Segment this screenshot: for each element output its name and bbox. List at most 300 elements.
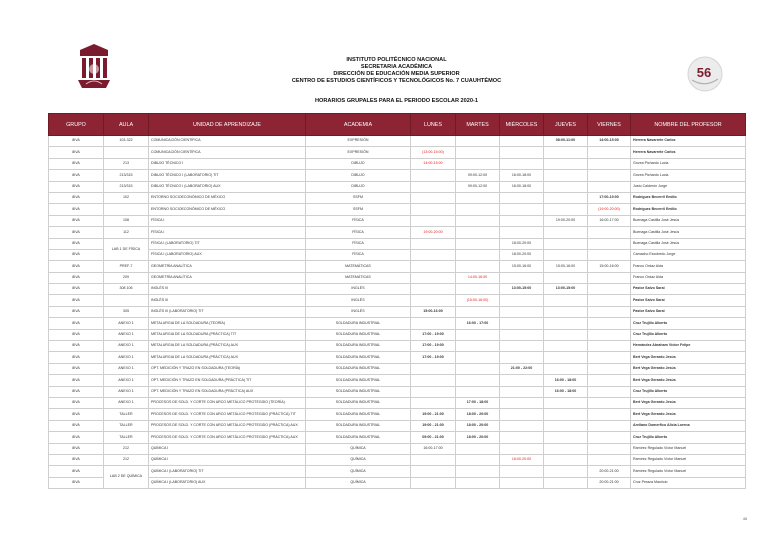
table-row: [49, 420, 746, 431]
miercoles-cell: 18:00-20:00: [500, 249, 544, 260]
miercoles-cell: 18:00-20:00: [500, 454, 544, 465]
jueves-cell: [544, 477, 588, 488]
miercoles-cell: [500, 158, 544, 169]
miercoles-cell: [500, 192, 544, 203]
table-row: [49, 136, 746, 147]
viernes-cell: [588, 227, 631, 238]
martes-cell: 09:00-12:00: [456, 170, 500, 181]
table-row: [49, 284, 746, 295]
miercoles-cell: [500, 341, 544, 352]
grupo-cell: 8IVA: [49, 341, 104, 352]
page-number: 46: [742, 516, 748, 521]
academia-cell: QUÍMICA: [306, 466, 411, 477]
academia-cell: SOLDADURA INDUSTRIAL: [306, 352, 411, 363]
lunes-cell: [411, 397, 456, 408]
table-row: [49, 238, 746, 249]
profesor-cell: Herrera Navarrete Carlos: [631, 136, 746, 147]
lunes-cell: [411, 375, 456, 386]
viernes-cell: [588, 420, 631, 431]
unidad-cell: DIBUJO TÉCNICO I (LABORATORIO) TIT: [149, 170, 306, 181]
grupo-cell: 8IVA: [49, 136, 104, 147]
academia-cell: EXPRESIÓN: [306, 147, 411, 158]
academia-cell: SOLDADURA INDUSTRIAL: [306, 375, 411, 386]
viernes-cell: 17:00-19:00: [588, 192, 631, 203]
aula-cell: TALLER: [104, 432, 149, 443]
jueves-cell: [544, 272, 588, 283]
aula-cell: ANEXO 1: [104, 318, 149, 329]
academia-cell: SOLDADURA INDUSTRIAL: [306, 363, 411, 374]
profesor-cell: Pastor Salvo Sarai: [631, 295, 746, 306]
profesor-cell: Franco Ordaz Aida: [631, 272, 746, 283]
viernes-cell: [588, 272, 631, 283]
periodo-title: HORARIOS GRUPALES PARA EL PERIODO ESCOLAR 2020-1: [315, 98, 478, 104]
table-row: [49, 306, 746, 317]
unidad-cell: QUÍMICA I: [149, 443, 306, 454]
grupo-cell: 8IVA: [49, 181, 104, 192]
lunes-cell: [411, 295, 456, 306]
grupo-cell: 8IVA: [49, 397, 104, 408]
viernes-cell: 16:00-17:00: [588, 215, 631, 226]
grupo-cell: 8IVA: [49, 261, 104, 272]
col-header-academia: ACADEMIA: [306, 114, 411, 136]
table-row: [49, 295, 746, 306]
viernes-cell: [588, 295, 631, 306]
academia-cell: QUÍMICA: [306, 454, 411, 465]
grupo-cell: 8IVA: [49, 227, 104, 238]
jueves-cell: [544, 329, 588, 340]
grupo-cell: 8IVA: [49, 204, 104, 215]
lunes-cell: [411, 249, 456, 260]
profesor-cell: Cruz Trujillo Alberto: [631, 318, 746, 329]
viernes-cell: [588, 181, 631, 192]
lunes-cell: [411, 477, 456, 488]
miercoles-cell: 16:00-18:00: [500, 181, 544, 192]
unidad-cell: METALURGIA DE LA SOLDADURA (PRÁCTICA) TIT: [149, 329, 306, 340]
lunes-cell: 17:00 - 19:00: [411, 352, 456, 363]
miercoles-cell: [500, 272, 544, 283]
miercoles-cell: [500, 147, 544, 158]
col-header-lunes: LUNES: [411, 114, 456, 136]
viernes-cell: [588, 249, 631, 260]
grupo-cell: 8IVA: [49, 443, 104, 454]
academia-cell: DIBUJO: [306, 181, 411, 192]
unidad-cell: QUÍMICA I (LABORATORIO) AUX: [149, 477, 306, 488]
profesor-cell: Hernández Abraham Víctor Felipe: [631, 341, 746, 352]
unidad-cell: INGLÉS III (LABORATORIO) TIT: [149, 306, 306, 317]
lunes-cell: [411, 454, 456, 465]
martes-cell: [456, 227, 500, 238]
profesor-cell: Cruz Trujillo Alberto: [631, 329, 746, 340]
col-header-grupo: GRUPO: [49, 114, 104, 136]
grupo-cell: 8IVA: [49, 375, 104, 386]
viernes-cell: [588, 443, 631, 454]
lunes-cell: [411, 386, 456, 397]
jueves-cell: 13:00-15:00: [544, 284, 588, 295]
unidad-cell: COMUNICACIÓN CIENTÍFICA: [149, 136, 306, 147]
unidad-cell: METALURGIA DE LA SOLDADURA (PRÁCTICA) AUX: [149, 352, 306, 363]
profesor-cell: Rodríguez Becerril Emilio: [631, 192, 746, 203]
lunes-cell: [411, 170, 456, 181]
jueves-cell: [544, 397, 588, 408]
miercoles-cell: [500, 318, 544, 329]
table-row: [49, 341, 746, 352]
grupo-cell: 8IVA: [49, 158, 104, 169]
unidad-cell: OPT. MEDICIÓN Y TRAZO EN SOLDADURA (PRÁCTICA) TIT: [149, 375, 306, 386]
table-row: [49, 204, 746, 215]
martes-cell: [456, 204, 500, 215]
unidad-cell: PROCESOS DE SOLD. Y CORTE CON ARCO METÁLICO PROTEGIDO (PRÁCTICA) AUX: [149, 432, 306, 443]
academia-cell: FÍSICA: [306, 227, 411, 238]
grupo-cell: 8IVA: [49, 170, 104, 181]
miercoles-cell: [500, 352, 544, 363]
miercoles-cell: [500, 397, 544, 408]
grupo-cell: 8IVA: [49, 432, 104, 443]
profesor-cell: Cruz Trujillo Alberto: [631, 386, 746, 397]
unidad-cell: FÍSICA I: [149, 215, 306, 226]
table-row: [49, 329, 746, 340]
profesor-cell: Ramírez Regulado Víctor Manuel: [631, 466, 746, 477]
jueves-cell: [544, 306, 588, 317]
table-header-row: [49, 114, 746, 136]
martes-cell: (15:00-16:00): [456, 295, 500, 306]
miercoles-cell: [500, 295, 544, 306]
viernes-cell: [588, 432, 631, 443]
table-row: [49, 147, 746, 158]
lunes-cell: 17:00 - 19:00: [411, 341, 456, 352]
grupo-cell: 8IVA: [49, 238, 104, 249]
martes-cell: [456, 466, 500, 477]
academia-cell: MATEMÁTICAS: [306, 261, 411, 272]
lunes-cell: [411, 261, 456, 272]
academia-cell: INGLÉS: [306, 306, 411, 317]
academia-cell: EXPRESIÓN: [306, 136, 411, 147]
miercoles-cell: 15:00-16:00: [500, 261, 544, 272]
viernes-cell: [588, 386, 631, 397]
aula-cell: 213: [104, 158, 149, 169]
unidad-cell: INGLÉS III: [149, 284, 306, 295]
profesor-cell: Bert Vega Gerardo Jesús: [631, 397, 746, 408]
viernes-cell: [588, 318, 631, 329]
lunes-cell: 09:00 - 21:00: [411, 432, 456, 443]
aula-cell: [104, 147, 149, 158]
jueves-cell: [544, 295, 588, 306]
viernes-cell: [588, 409, 631, 420]
miercoles-cell: 16:00-18:00: [500, 170, 544, 181]
academia-cell: DIBUJO: [306, 158, 411, 169]
lunes-cell: [411, 238, 456, 249]
martes-cell: [456, 329, 500, 340]
aula-cell: 112: [104, 227, 149, 238]
unidad-cell: COMUNICACIÓN CIENTÍFICA: [149, 147, 306, 158]
table-row: [49, 215, 746, 226]
direccion-title: DIRECCIÓN DE EDUCACIÓN MEDIA SUPERIOR: [333, 71, 460, 77]
academia-cell: QUÍMICA: [306, 477, 411, 488]
miercoles-cell: [500, 409, 544, 420]
viernes-cell: [588, 306, 631, 317]
miercoles-cell: [500, 466, 544, 477]
aula-cell: 103-322: [104, 136, 149, 147]
academia-cell: SOLDADURA INDUSTRIAL: [306, 432, 411, 443]
martes-cell: 18:00 - 20:00: [456, 409, 500, 420]
table-row: [49, 261, 746, 272]
miercoles-cell: [500, 432, 544, 443]
viernes-cell: [588, 284, 631, 295]
academia-cell: SOLDADURA INDUSTRIAL: [306, 397, 411, 408]
martes-cell: [456, 147, 500, 158]
aula-cell: ANEXO 1: [104, 386, 149, 397]
academia-cell: SOLDADURA INDUSTRIAL: [306, 409, 411, 420]
table-row: [49, 432, 746, 443]
lunes-cell: [411, 215, 456, 226]
academia-cell: FÍSICA: [306, 215, 411, 226]
unidad-cell: OPT. MEDICIÓN Y TRAZO EN SOLDADURA (TEORÍA): [149, 363, 306, 374]
grupo-cell: 8IVA: [49, 215, 104, 226]
miercoles-cell: [500, 136, 544, 147]
profesor-cell: Camacho Escobedo Jorge: [631, 249, 746, 260]
jueves-cell: [544, 147, 588, 158]
unidad-cell: METALURGIA DE LA SOLDADURA (PRÁCTICA) AUX: [149, 341, 306, 352]
secretaria-title: SECRETARIA ACADÉMICA: [360, 64, 433, 70]
viernes-cell: [588, 454, 631, 465]
profesor-cell: Buenaga Castilla José Jesús: [631, 238, 746, 249]
lunes-cell: [411, 192, 456, 203]
unidad-cell: FÍSICA I (LABORATORIO) AUX: [149, 249, 306, 260]
unidad-cell: ENTORNO SOCIOECONÓMICO DE MÉXICO: [149, 204, 306, 215]
grupo-cell: 8IVA: [49, 352, 104, 363]
miercoles-cell: [500, 443, 544, 454]
miercoles-cell: 21:00 - 22:00: [500, 363, 544, 374]
aula-cell: 102: [104, 192, 149, 203]
miercoles-cell: [500, 386, 544, 397]
anniversary-logo-text: 56: [696, 65, 712, 80]
aula-cell: ANEXO 1: [104, 375, 149, 386]
academia-cell: QUÍMICA: [306, 443, 411, 454]
grupo-cell: 8IVA: [49, 272, 104, 283]
martes-cell: [456, 477, 500, 488]
jueves-cell: 19:00-20:00: [544, 215, 588, 226]
grupo-cell: 8IVA: [49, 249, 104, 260]
aula-cell: ANEXO 1: [104, 341, 149, 352]
jueves-cell: 16:00 - 18:00: [544, 386, 588, 397]
lunes-cell: [411, 181, 456, 192]
unidad-cell: QUÍMICA I (LABORATORIO) TIT: [149, 466, 306, 477]
jueves-cell: [544, 227, 588, 238]
miercoles-cell: [500, 204, 544, 215]
table-row: [49, 158, 746, 169]
miercoles-cell: [500, 215, 544, 226]
jueves-cell: [544, 249, 588, 260]
aula-cell: TALLER: [104, 409, 149, 420]
viernes-cell: [588, 363, 631, 374]
profesor-cell: Justo Calderón Jorge: [631, 181, 746, 192]
table-row: [49, 170, 746, 181]
jueves-cell: [544, 192, 588, 203]
aula-cell: ANEXO 1: [104, 363, 149, 374]
jueves-cell: [544, 352, 588, 363]
profesor-cell: Buenaga Castilla José Jesús: [631, 227, 746, 238]
grupo-cell: 8IVA: [49, 329, 104, 340]
viernes-cell: [588, 158, 631, 169]
aula-cell: ANEXO 1: [104, 352, 149, 363]
table-row: [49, 409, 746, 420]
academia-cell: INGLÉS: [306, 284, 411, 295]
viernes-cell: (19:00-20:00): [588, 204, 631, 215]
jueves-cell: [544, 181, 588, 192]
aula-cell: 308 106: [104, 284, 149, 295]
miercoles-cell: [500, 477, 544, 488]
martes-cell: 17:00 - 18:00: [456, 397, 500, 408]
institution-title: INSTITUTO POLITÉCNICO NACIONAL: [346, 57, 447, 63]
martes-cell: [456, 215, 500, 226]
grupo-cell: 8IVA: [49, 477, 104, 488]
martes-cell: [456, 341, 500, 352]
table-row: [49, 375, 746, 386]
aula-cell: LAB 1 DE FÍSICA: [104, 238, 149, 261]
viernes-cell: [588, 329, 631, 340]
table-row: [49, 386, 746, 397]
unidad-cell: OPT. MEDICIÓN Y TRAZO EN SOLDADURA (PRÁCTICA) AUX: [149, 386, 306, 397]
unidad-cell: METALURGIA DE LA SOLDADURA (TEORÍA): [149, 318, 306, 329]
martes-cell: [456, 192, 500, 203]
profesor-cell: Bert Vega Gerardo Jesús: [631, 352, 746, 363]
lunes-cell: 16:00-17:00: [411, 443, 456, 454]
grupo-cell: 8IVA: [49, 295, 104, 306]
martes-cell: [456, 158, 500, 169]
grupo-cell: 8IVA: [49, 284, 104, 295]
aula-cell: 212: [104, 443, 149, 454]
profesor-cell: Bert Vega Gerardo Jesús: [631, 375, 746, 386]
unidad-cell: DIBUJO TÉCNICO I (LABORATORIO) AUX: [149, 181, 306, 192]
lunes-cell: [411, 136, 456, 147]
aula-cell: 305: [104, 306, 149, 317]
table-body: [49, 136, 746, 489]
lunes-cell: 14:00-15:00: [411, 158, 456, 169]
academia-cell: SOLDADURA INDUSTRIAL: [306, 341, 411, 352]
profesor-cell: Herrera Navarrete Carlos: [631, 147, 746, 158]
profesor-cell: Bert Vega Gerardo Jesús: [631, 409, 746, 420]
martes-cell: [456, 352, 500, 363]
col-header-aula: AULA: [104, 114, 149, 136]
academia-cell: SSFM: [306, 192, 411, 203]
grupo-cell: 8IVA: [49, 420, 104, 431]
jueves-cell: [544, 443, 588, 454]
jueves-cell: 15:00-16:00: [544, 261, 588, 272]
martes-cell: [456, 375, 500, 386]
unidad-cell: FÍSICA I: [149, 227, 306, 238]
aula-cell: ANEXO 1: [104, 397, 149, 408]
profesor-cell: Govea Pichardo Lucia: [631, 158, 746, 169]
lunes-cell: [411, 272, 456, 283]
table-row: [49, 466, 746, 477]
grupo-cell: 8IVA: [49, 192, 104, 203]
table-row: [49, 272, 746, 283]
lunes-cell: 19:00 - 21:00: [411, 420, 456, 431]
table-row: [49, 363, 746, 374]
academia-cell: SSFM: [306, 204, 411, 215]
grupo-cell: 8IVA: [49, 454, 104, 465]
martes-cell: [456, 136, 500, 147]
martes-cell: 18:00 - 20:00: [456, 432, 500, 443]
aula-cell: 213/315: [104, 170, 149, 181]
academia-cell: SOLDADURA INDUSTRIAL: [306, 318, 411, 329]
viernes-cell: 20:00-21:00: [588, 466, 631, 477]
martes-cell: 16:00 - 17:00: [456, 318, 500, 329]
profesor-cell: Franco Ordaz Aida: [631, 261, 746, 272]
lunes-cell: [411, 466, 456, 477]
martes-cell: [456, 249, 500, 260]
jueves-cell: [544, 158, 588, 169]
schedule-table: [48, 113, 746, 489]
jueves-cell: [544, 466, 588, 477]
table-row: [49, 454, 746, 465]
academia-cell: INGLÉS: [306, 295, 411, 306]
grupo-cell: 8IVA: [49, 363, 104, 374]
viernes-cell: [588, 397, 631, 408]
profesor-cell: Govea Pichardo Lucia: [631, 170, 746, 181]
viernes-cell: [588, 352, 631, 363]
lunes-cell: [411, 204, 456, 215]
jueves-cell: [544, 420, 588, 431]
academia-cell: MATEMÁTICAS: [306, 272, 411, 283]
aula-cell: 212: [104, 454, 149, 465]
table-row: [49, 192, 746, 203]
grupo-cell: 8IVA: [49, 466, 104, 477]
viernes-cell: [588, 375, 631, 386]
unidad-cell: QUÍMICA I: [149, 454, 306, 465]
aula-cell: [104, 204, 149, 215]
lunes-cell: 19:00 - 21:00: [411, 409, 456, 420]
grupo-cell: 8IVA: [49, 409, 104, 420]
jueves-cell: [544, 409, 588, 420]
lunes-cell: 19:00-20:00: [411, 227, 456, 238]
martes-cell: [456, 363, 500, 374]
profesor-cell: Cruz Peraza Mauricio: [631, 477, 746, 488]
martes-cell: [456, 238, 500, 249]
unidad-cell: FÍSICA I (LABORATORIO) TIT: [149, 238, 306, 249]
col-header-miercoles: MIÉRCOLES: [500, 114, 544, 136]
grupo-cell: 8IVA: [49, 386, 104, 397]
academia-cell: SOLDADURA INDUSTRIAL: [306, 386, 411, 397]
miercoles-cell: [500, 420, 544, 431]
jueves-cell: [544, 341, 588, 352]
aula-cell: 213/315: [104, 181, 149, 192]
martes-cell: [456, 454, 500, 465]
miercoles-cell: [500, 375, 544, 386]
profesor-cell: Cruz Trujillo Alberto: [631, 432, 746, 443]
lunes-cell: [411, 284, 456, 295]
aula-cell: 108: [104, 215, 149, 226]
lunes-cell: 15:00-16:00: [411, 306, 456, 317]
table-row: [49, 318, 746, 329]
unidad-cell: GEOMETRÍA ANALÍTICA: [149, 261, 306, 272]
aula-cell: 209: [104, 272, 149, 283]
miercoles-cell: 18:00-20:00: [500, 238, 544, 249]
martes-cell: [456, 284, 500, 295]
profesor-cell: Rodríguez Becerril Emilio: [631, 204, 746, 215]
unidad-cell: PROCESOS DE SOLD. Y CORTE CON ARCO METÁLICO PROTEGIDO (TEORÍA): [149, 397, 306, 408]
profesor-cell: Bert Vega Gerardo Jesús: [631, 363, 746, 374]
unidad-cell: DIBUJO TÉCNICO I: [149, 158, 306, 169]
viernes-cell: [588, 341, 631, 352]
jueves-cell: [544, 238, 588, 249]
table-row: [49, 181, 746, 192]
unidad-cell: PROCESOS DE SOLD. Y CORTE CON ARCO METÁLICO PROTEGIDO (PRÁCTICA) TIT: [149, 409, 306, 420]
miercoles-cell: [500, 306, 544, 317]
academia-cell: FÍSICA: [306, 249, 411, 260]
unidad-cell: GEOMETRÍA ANALÍTICA: [149, 272, 306, 283]
profesor-cell: Pastor Salvo Sarai: [631, 306, 746, 317]
col-header-martes: MARTES: [456, 114, 500, 136]
